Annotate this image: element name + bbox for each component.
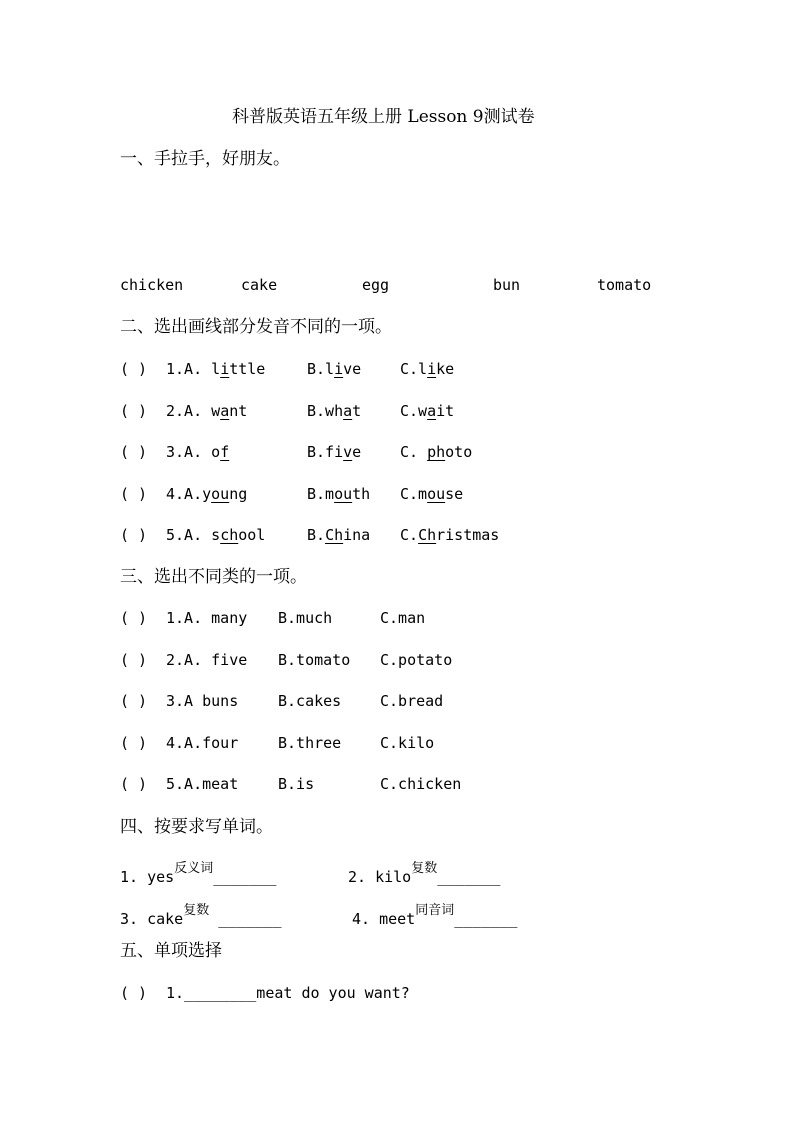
option-c — [400, 483, 463, 505]
answer-paren[interactable]: ( ) — [120, 526, 148, 544]
option-text: ool — [238, 526, 266, 544]
question-number: 4.A. — [166, 485, 203, 503]
underlined-letters: v — [343, 443, 353, 461]
option-text: l — [202, 360, 221, 378]
underlined-letters: Ch — [418, 526, 437, 544]
option-text: ttle — [229, 360, 266, 378]
option-text: th — [352, 485, 371, 503]
option-b — [307, 441, 361, 463]
answer-blank[interactable]: _______ — [209, 910, 282, 928]
word-row — [0, 274, 794, 296]
rewrite-word: 3. cake — [120, 910, 184, 928]
option-a — [166, 441, 229, 463]
question-number: 5.A. — [166, 526, 203, 544]
option-a — [166, 400, 247, 422]
underlined-letters: i — [334, 360, 344, 378]
question-row — [120, 649, 680, 671]
option-a — [166, 483, 247, 505]
word-item: egg — [362, 276, 390, 294]
word-item: tomato — [597, 276, 652, 294]
option-text: C. — [400, 526, 419, 544]
option-c — [400, 358, 454, 380]
option-b: B.is — [278, 775, 315, 793]
rewrite-note: 同音词 — [415, 903, 455, 918]
option-text: C.w — [400, 402, 428, 420]
rewrite-item — [120, 900, 281, 930]
underlined-letters: a — [343, 402, 353, 420]
option-text: nt — [229, 402, 248, 420]
option-b — [307, 358, 361, 380]
option-c: C.potato — [380, 651, 453, 669]
option-a — [166, 524, 265, 546]
option-text: C.l — [400, 360, 428, 378]
answer-paren[interactable]: ( ) — [120, 609, 148, 627]
option-text: C. — [400, 443, 428, 461]
option-a: 5.A.meat — [166, 775, 239, 793]
underlined-letters: a — [220, 402, 230, 420]
section4-heading: 四、按要求写单词。 — [120, 817, 273, 837]
rewrite-item — [348, 858, 500, 888]
option-c — [400, 524, 499, 546]
question-row — [120, 441, 680, 463]
answer-paren[interactable]: ( ) — [120, 734, 148, 752]
option-a: 1.A. many — [166, 609, 248, 627]
question-row — [120, 607, 680, 629]
option-text: o — [202, 443, 221, 461]
option-b — [307, 524, 370, 546]
answer-paren[interactable]: ( ) — [120, 775, 148, 793]
rewrite-note: 复数 — [183, 903, 210, 918]
option-a — [166, 358, 265, 380]
option-b — [307, 483, 370, 505]
section3-heading: 三、选出不同类的一项。 — [120, 567, 307, 587]
option-b: B.three — [278, 734, 342, 752]
answer-paren[interactable]: ( ) — [120, 651, 148, 669]
option-text: s — [202, 526, 221, 544]
section1-heading: 一、手拉手，好朋友。 — [120, 149, 290, 169]
option-text: ristmas — [436, 526, 500, 544]
question-text: 1.________meat do you want? — [166, 984, 410, 1002]
option-text: w — [202, 402, 221, 420]
option-text: it — [436, 402, 455, 420]
option-c: C.man — [380, 609, 426, 627]
option-text: B.wh — [307, 402, 344, 420]
option-c: C.bread — [380, 692, 444, 710]
option-b — [307, 400, 361, 422]
option-c: C.chicken — [380, 775, 462, 793]
option-text: y — [202, 485, 212, 503]
option-b: B.cakes — [278, 692, 342, 710]
question-number: 2.A. — [166, 402, 203, 420]
option-a: 3.A buns — [166, 692, 239, 710]
option-text: se — [445, 485, 464, 503]
question-number: 3.A. — [166, 443, 203, 461]
option-b: B.much — [278, 609, 333, 627]
option-text: e — [352, 443, 362, 461]
word-item: chicken — [120, 276, 184, 294]
question-row — [120, 524, 680, 546]
rewrite-word: 2. kilo — [348, 868, 412, 886]
rewrite-word: 4. meet — [352, 910, 416, 928]
answer-paren[interactable]: ( ) — [120, 485, 148, 503]
underlined-letters: ou — [211, 485, 230, 503]
rewrite-item — [352, 900, 517, 930]
underlined-letters: ou — [334, 485, 353, 503]
option-text: ng — [229, 485, 248, 503]
underlined-letters: i — [427, 360, 437, 378]
answer-paren[interactable]: ( ) — [120, 984, 148, 1002]
question-row — [120, 982, 680, 1004]
option-a: 2.A. five — [166, 651, 248, 669]
underlined-letters: i — [220, 360, 230, 378]
question-row — [120, 690, 680, 712]
option-text: B.l — [307, 360, 335, 378]
option-a: 4.A.four — [166, 734, 239, 752]
question-row — [120, 400, 680, 422]
underlined-letters: ph — [427, 443, 446, 461]
answer-blank[interactable]: _______ — [454, 910, 518, 928]
underlined-letters: ch — [220, 526, 239, 544]
option-text: t — [352, 402, 362, 420]
answer-blank[interactable]: _______ — [213, 868, 277, 886]
word-item: bun — [493, 276, 521, 294]
option-c — [400, 400, 454, 422]
question-row — [120, 732, 680, 754]
option-text: B. — [307, 526, 326, 544]
answer-blank[interactable]: _______ — [437, 868, 501, 886]
option-text: ve — [343, 360, 362, 378]
page-title: 科普版英语五年级上册 Lesson 9测试卷 — [232, 107, 535, 127]
rewrite-word: 1. yes — [120, 868, 175, 886]
question-row — [120, 773, 680, 795]
option-text: B.m — [307, 485, 335, 503]
word-item: cake — [241, 276, 278, 294]
option-text: B.fi — [307, 443, 344, 461]
option-c — [400, 441, 472, 463]
section5-heading: 五、单项选择 — [120, 941, 222, 961]
answer-paren[interactable]: ( ) — [120, 692, 148, 710]
option-c: C.kilo — [380, 734, 435, 752]
answer-paren[interactable]: ( ) — [120, 402, 148, 420]
underlined-letters: a — [427, 402, 437, 420]
underlined-letters: f — [220, 443, 230, 461]
option-text: ina — [343, 526, 371, 544]
option-b: B.tomato — [278, 651, 351, 669]
option-text: oto — [445, 443, 473, 461]
answer-paren[interactable]: ( ) — [120, 443, 148, 461]
rewrite-item — [120, 858, 276, 888]
question-row — [120, 358, 680, 380]
rewrite-note: 复数 — [411, 861, 438, 876]
question-number: 1.A. — [166, 360, 203, 378]
option-text: C.m — [400, 485, 428, 503]
rewrite-note: 反义词 — [174, 861, 214, 876]
option-text: ke — [436, 360, 455, 378]
section2-heading: 二、选出画线部分发音不同的一项。 — [120, 317, 392, 337]
underlined-letters: ou — [427, 485, 446, 503]
answer-paren[interactable]: ( ) — [120, 360, 148, 378]
question-row — [120, 483, 680, 505]
underlined-letters: Ch — [325, 526, 344, 544]
